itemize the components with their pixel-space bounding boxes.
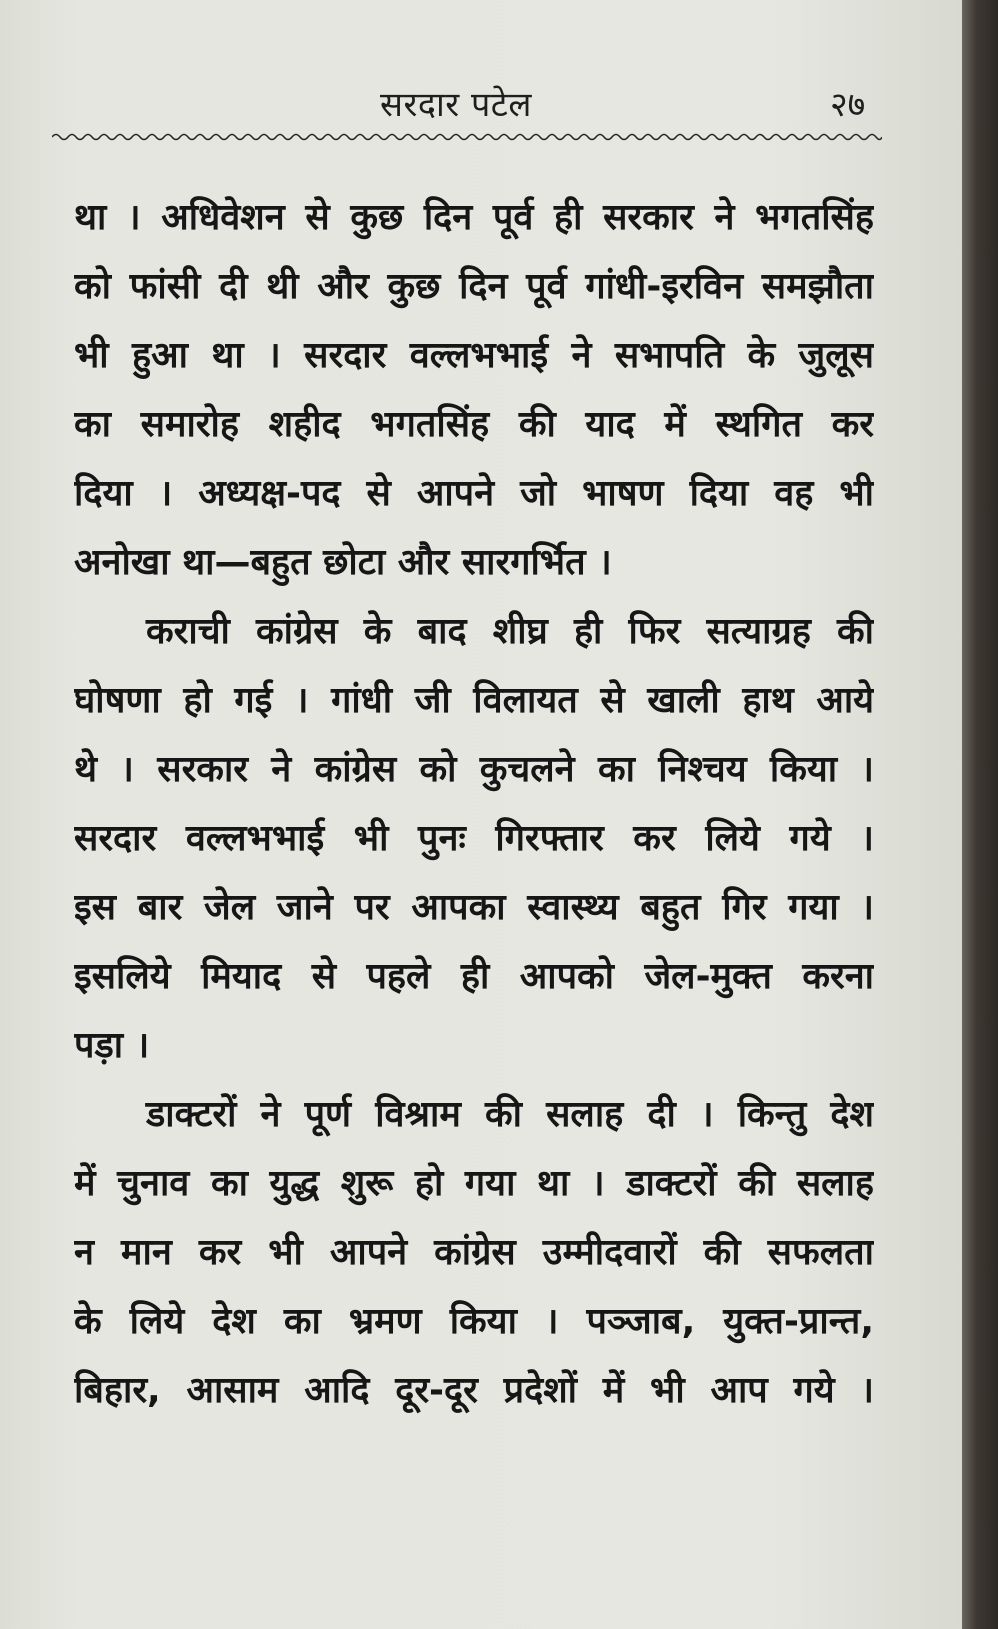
paragraph-1 [74, 183, 874, 597]
text-line: में चुनाव का युद्ध शुरू हो गया था । डाक्टरों की सलाह [74, 1163, 874, 1204]
text-line: पड़ा । [74, 1025, 150, 1066]
text-line: को फांसी दी थी और कुछ दिन पूर्व गांधी-इरविन समझौता [74, 266, 874, 307]
paragraph-3 [74, 1080, 874, 1425]
text-line: था । अधिवेशन से कुछ दिन पूर्व ही सरकार ने भगतसिंह [74, 197, 874, 238]
text-line: अनोखा था—बहुत छोटा और सारगर्भित । [74, 542, 612, 583]
text-line: न मान कर भी आपने कांग्रेस उम्मीदवारों की सफलता [74, 1232, 874, 1273]
text-line: भी हुआ था । सरदार वल्लभभाई ने सभापति के जुलूस [74, 335, 874, 376]
text-line: इस बार जेल जाने पर आपका स्वास्थ्य बहुत गिर गया । [74, 887, 874, 928]
text-line: कराची कांग्रेस के बाद शीघ्र ही फिर सत्याग्रह की [146, 611, 874, 652]
text-line: सरदार वल्लभभाई भी पुनः गिरफ्तार कर लिये गये । [74, 818, 874, 859]
body-text [74, 183, 874, 1425]
paragraph-2 [74, 597, 874, 1080]
book-binding-edge [962, 0, 998, 1629]
text-line: बिहार, आसाम आदि दूर-दूर प्रदेशों में भी आप गये । [74, 1370, 874, 1411]
text-line: का समारोह शहीद भगतसिंह की याद में स्थगित कर [74, 404, 874, 445]
header-wavy-rule [52, 130, 882, 144]
wavy-rule-line [52, 135, 882, 140]
text-line: डाक्टरों ने पूर्ण विश्राम की सलाह दी । किन्तु देश [146, 1094, 874, 1135]
text-line: दिया । अध्यक्ष-पद से आपने जो भाषण दिया वह भी [74, 473, 874, 514]
text-line: इसलिये मियाद से पहले ही आपको जेल-मुक्त करना [74, 956, 874, 997]
text-line: के लिये देश का भ्रमण किया । पञ्जाब, युक्त-प्रान्त, [74, 1301, 874, 1342]
text-line: थे । सरकार ने कांग्रेस को कुचलने का निश्चय किया । [74, 749, 874, 790]
page-number: २७ [830, 85, 866, 125]
text-line: घोषणा हो गई । गांधी जी विलायत से खाली हाथ आये [74, 680, 874, 721]
running-head-title: सरदार पटेल [380, 85, 532, 125]
